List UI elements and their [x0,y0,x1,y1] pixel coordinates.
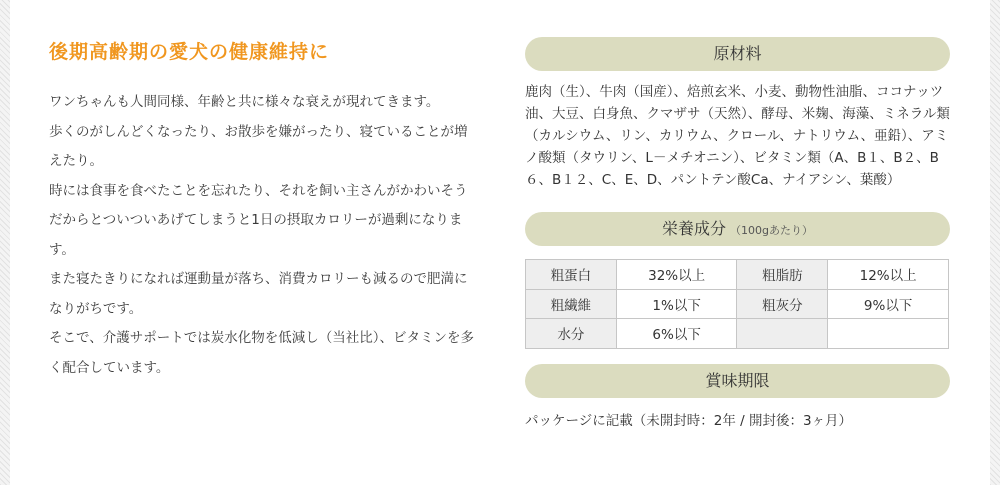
description-paragraph: そこで、介護サポートでは炭水化物を低減し（当社比）、ビタミンを多く配合しています。 [49,330,474,376]
nutrient-value: 32%以上 [616,260,737,290]
nutrient-value-empty [828,319,949,349]
section-heading: 後期高齢期の愛犬の健康維持に [49,41,330,63]
nutrient-label: 粗脂肪 [737,260,828,290]
product-info-section [525,37,950,432]
nutrient-label: 粗灰分 [737,289,828,319]
nutrient-value: 9%以下 [828,289,949,319]
expiry-text: パッケージに記載（未開封時：2年 / 開封後：3ヶ月） [525,412,853,429]
description-paragraph: 時には食事を食べたことを忘れたり、それを飼い主さんがかわいそうだからとついついあげてしまうと1日の摂取カロリーが過剰になります。 [49,182,468,258]
description-paragraph: また寝たきりになれば運動量が落ち、消費カロリーも減るので肥満になりがちです。 [49,271,468,317]
expiry-block [525,364,950,432]
expiry-title: 賞味期限 [705,370,770,390]
description-section [49,38,479,383]
nutrition-table [525,259,949,349]
table-row [526,260,949,290]
ingredients-title: 原材料 [713,44,762,63]
nutrient-label: 水分 [526,319,617,349]
ingredients-header [525,37,950,71]
nutrient-value: 1%以下 [616,289,737,319]
nutrient-label: 粗蛋白 [526,260,617,290]
description-body [49,88,479,383]
nutrition-header [525,212,950,246]
table-row [526,289,949,319]
table-row [526,319,949,349]
nutrient-label: 粗繊維 [526,289,617,319]
ingredients-text: 鹿肉（生）、牛肉（国産）、焙煎玄米、小麦、動物性油脂、ココナッツ油、大豆、白身魚、クマザサ（天然）、酵母、米麹、海藻、ミネラル類（カルシウム、リン、カリウム、クロール、ナトリウム、亜鉛）、アミノ酸類（タウリン、L－メチオニン）、ビタミン類（A、B１、B２、B６、B１２、C、E、D、パントテン酸Ca、ナイアシン、葉酸） [525,84,950,188]
nutrient-label-empty [737,319,828,349]
expiry-header [525,364,950,398]
content-card [10,0,990,485]
ingredients-block [525,37,950,191]
nutrition-subtitle: （100gあたり） [730,224,813,237]
description-paragraph: ワンちゃんも人間同様、年齢と共に様々な衰えが現れてきます。 [49,94,440,110]
nutrient-value: 12%以上 [828,260,949,290]
nutrition-block [525,212,950,349]
nutrition-title: 栄養成分 [662,219,727,238]
description-paragraph: 歩くのがしんどくなったり、お散歩を嫌がったり、寝ていることが増えたり。 [49,123,468,169]
nutrient-value: 6%以下 [616,319,737,349]
